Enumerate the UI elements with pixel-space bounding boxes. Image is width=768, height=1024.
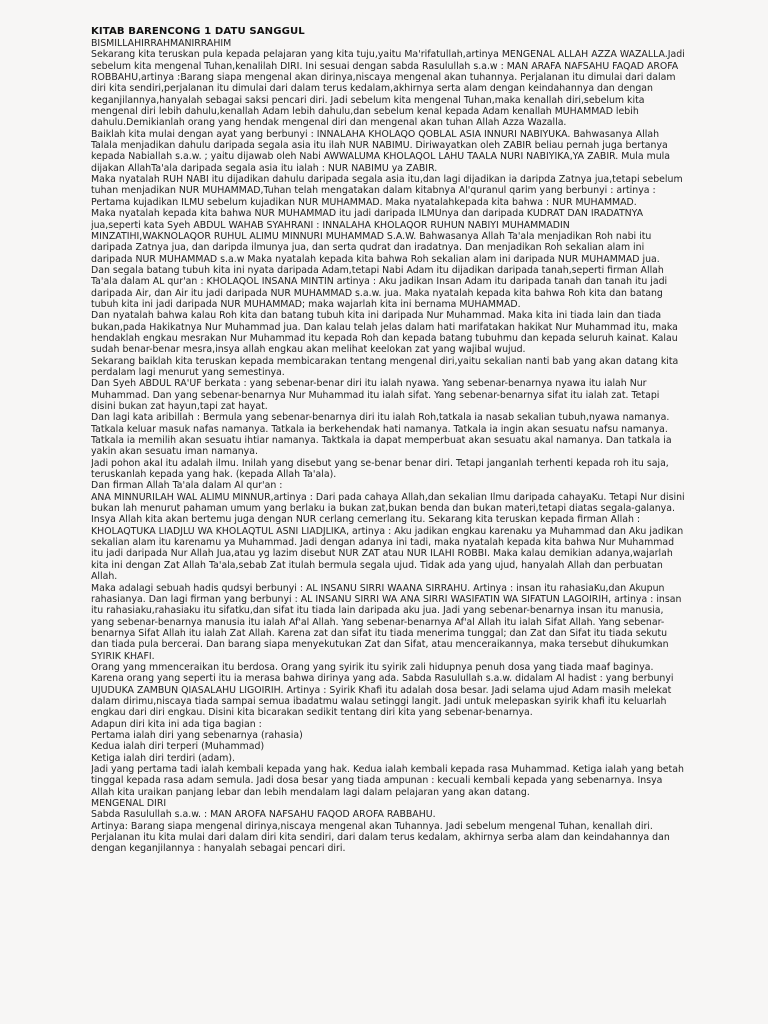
paragraph: Dan lagi kata aribillah : Bermula yang sebenar-benarnya diri itu ialah Roh,tatkala ia nasab sekalian tubuh,nyawa namanya. Tatkala keluar masuk nafas namanya. Tatkala ia berkehendak hati namanya. Tatkala ia ingin akan sesuatu nafsu namanya. Tatkala ia memilih akan sesuatu ihtiar namanya. Taktkala ia dapat memperbuat akan sesuatu akal namanya. Dan tatkala ia yakin akan sesuatu iman namanya. (91, 412, 672, 458)
document-body (91, 38, 685, 855)
paragraph: Maka adalagi sebuah hadis qudsyi berbunyi : AL INSANU SIRRI WAANA SIRRAHU. Artinya : insan itu rahasiaKu,dan Akupun rahasianya. Dan lagi firman yang berbunyi : AL INSANU SIRRI WA ANA SIRRI WASIFATIN WA SIFATUN LAGOIRIH, artinya : insan itu rahasiaku,rahasiaku itu sifatku,dan sifat itu tiada lain daripada aku jua. Jadi yang sebenar-benarnya insan itu manusia, yang sebenar-benarnya manusia itu ialah Af'al Allah. Yang sebenar-benarnya Af'al Allah itu ialah Sifat Allah. Yang sebenar-benarnya Sifat Allah itu ialah Zat Allah. Karena zat dan sifat itu tiada menerima tunggal; dan Zat dan Sifat itu tiada sekutu dan tiada pula bercerai. Dan barang siapa menyekutukan Zat dan Sifat, atau menceraikannya, maka tersebut dihukumkan SYIRIK KHAFI. (91, 582, 682, 662)
list-item: Kedua ialah diri terperi (Muhammad) (91, 741, 265, 753)
section-heading: MENGENAL DIRI (91, 798, 167, 810)
paragraph: Sekarang kita teruskan pula kepada pelajaran yang kita tuju,yaitu Ma'rifatullah,artinya MENGENAL ALLAH AZZA WAZALLA.Jadi sebelum kita mengenal Tuhan,kenalilah DIRI. Ini sesuai dengan sabda Rasulullah s.a.w : MAN ARAFA NAFSAHU FAQAD AROFA ROBBAHU,artinya :Barang siapa mengenal akan dirinya,niscaya mengenal akan tuhannya. Perjalanan itu dimulai dari dalam diri kita sendiri,perjalanan itu dimulai dari dalam terus kedalam,akhirnya serta alam dengan keindahannya dan dengan keganjilannya,hanyalah sebagai saksi pencari diri. Jadi sebelum kita mengenal Tuhan,maka kenallah diri,sebelum kita mengenal diri lebih dahulu,kenallah Adam lebih dahulu,dan sebelum kenal kepada Adam kenallah MUHAMMAD lebih dahulu.Demikianlah orang yang hendak mengenal diri dan mengenal akan tuhan Allah Azza Wazalla. (91, 49, 685, 129)
paragraph: Baiklah kita mulai dengan ayat yang berbunyi : INNALAHA KHOLAQO QOBLAL ASIA INNURI NABIYUKA. Bahwasanya Allah Talala menjadikan dahulu daripada segala asia itu ilah NUR NABIMU. Diriwayatkan oleh ZABIR beliau pernah juga bertanya kepada Nabiallah s.a.w. ; yaitu dijawab oleh Nabi AWWALUMA KHOLAQOL LAHU TAALA NURI NABIYIKA,YA ZABIR. Mula mula dijakan AllahTa'ala daripada segala asia itu ialah : NUR NABIMU ya ZABIR. (91, 128, 671, 174)
paragraph: Maka nyatalah kepada kita bahwa NUR MUHAMMAD itu jadi daripada ILMUnya dan daripada KUDRAT DAN IRADATNYA jua,seperti kata Syeh ABDUL WAHAB SYAHRANI : INNALAHA KHOLAQOR RUHUN NABIYI MUHAMMADIN MINZATIHI,WAKNOLAQOR RUHUL ALIMU MINNURI MUHAMMAD S.A.W. Bahwasanya Allah Ta'ala menjadikan Roh nabi itu daripada Zatnya jua, dan daripda ilmunya jua, dan serta qudrat dan iradatnya. Dan menjadikan Roh sekalian alam ini daripada NUR MUHAMMAD s.a.w Maka nyatalah kepada kita bahwa Roh sekalian alam ini daripada NUR MUHAMMAD jua. (91, 208, 660, 265)
paragraph: Sabda Rasulullah s.a.w. : MAN AROFA NAFSAHU FAQOD AROFA RABBAHU. (91, 809, 436, 821)
paragraph: ANA MINNURILAH WAL ALIMU MINNUR,artinya : Dari pada cahaya Allah,dan sekalian Ilmu daripada cahayaKu. Tetapi Nur disini bukan lah menurut pahaman umum yang berlaku ia bukan zat,bukan benda dan bukan materi,tetapi diatas segala-galanya. Insya Allah kita akan bertemu juga dengan NUR cerlang cemerlang itu. Sekarang kita teruskan kepada firman Allah : KHOLAQTUKA LIADJLU WA KHOLAQTUL ASNI LIADJLIKA, artinya : Aku jadikan engkau karenaku ya Muhammad dan Aku jadikan sekalian alam itu karenamu ya Muhammad. Jadi dengan adanya ini tadi, maka nyatalah kepada kita bahwa Nur Muhammad itu jadi daripada Nur Allah Jua,atau yg lazim disebut NUR ZAT atau NUR ILAHI ROBBI. Maka kalau demikian adanya,wajarlah kita ini dengan Zat Allah Ta'ala,sebab Zat itulah bermula segala ujud. Tidak ada yang ujud, hanyalah Allah dan perbuatan Allah. (91, 491, 685, 583)
paragraph: Maka nyatalah RUH NABI itu dijadikan dahulu daripada segala asia itu,dan lagi dijadikan ia daripda Zatnya jua,tetapi sebelum tuhan menjadikan NUR MUHAMMAD,Tuhan telah mengatakan dalam kitabnya Al'quranul qarim yang berbunyi : artinya : Pertama kujadikan ILMU sebelum kujadikan NUR MUHAMMAD. Maka nyatalahkepada kita bahwa : NUR MUHAMMAD. (91, 174, 683, 208)
document-page (91, 26, 685, 1016)
paragraph: Dan segala batang tubuh kita ini nyata daripada Adam,tetapi Nabi Adam itu dijadikan daripada tanah,seperti firman Allah Ta'ala dalam AL qur'an : KHOLAQOL INSANA MINTIN artinya : Aku jadikan Insan Adam itu daripada tanah dan tanah itu jadi daripada Air, dan Air itu jadi daripada NUR MUHAMMAD s.a.w. jua. Maka nyatalah kepada kita bahwa Roh kita dan batang tubuh kita ini jadi daripada NUR MUHAMMAD; maka wajarlah kita ini bernama MUHAMMAD. (91, 264, 668, 310)
paragraph: Adapun diri kita ini ada tiga bagian : (91, 718, 262, 730)
paragraph-basmalah: BISMILLAHIRRAHMANIRRAHIM (91, 38, 232, 49)
paragraph: Jadi pohon akal itu adalah ilmu. Inilah yang disebut yang se-benar benar diri. Tetapi janganlah terhenti kepada roh itu saja, teruskanlah kepada yang hak. (kepada Allah Ta'ala). (91, 457, 669, 481)
document-title: KITAB BARENCONG 1 DATU SANGGUL (91, 26, 305, 37)
paragraph: Dan Syeh ABDUL RA'UF berkata : yang sebenar-benar diri itu ialah nyawa. Yang sebenar-benarnya nyawa itu ialah Nur Muhammad. Dan yang sebenar-benarnya Nur Muhammad itu ialah sifat. Yang sebenar-benarnya sifat itu ialah zat. Tetapi disini bukan zat hayun,tapi zat hayat. (91, 378, 660, 412)
paragraph: Dan firman Allah Ta'ala dalam Al qur'an : (91, 480, 283, 492)
paragraph: Jadi yang pertama tadi ialah kembali kepada yang hak. Kedua ialah kembali kepada rasa Muhammad. Ketiga ialah yang betah tinggal kepada rasa adam semula. Jadi dosa besar yang tiada ampunan : kecuali kembali kepada yang sebenarnya. Insya Allah kita uraikan panjang lebar dan lebih mendalam lagi dalam pelajaran yang akan datang. (91, 764, 684, 798)
paragraph: Dan nyatalah bahwa kalau Roh kita dan batang tubuh kita ini daripada Nur Muhammad. Maka kita ini tiada lain dan tiada bukan,pada Hakikatnya Nur Muhammad jua. Dan kalau telah jelas dalam hati marifatakan hakikat Nur Muhammad itu, maka hendaklah engkau mesrakan Nur Muhammad itu kepada Roh dan kepada batang tubuhmu dan kepada seluruh kainat. Kalau sudah benar-benar mesra,insya allah engkau akan melihat keelokan zat yang wajibal wujud. (91, 310, 678, 356)
paragraph: Orang yang mmenceraikan itu berdosa. Orang yang syirik itu syirik zali hidupnya penuh dosa yang tiada maaf baginya. Karena orang yang seperti itu ia merasa bahwa dirinya yang ada. Sabda Rasulullah s.a.w. didalam Al hadist : yang berbunyi UJUDUKA ZAMBUN QIASALAHU LIGOIRIH. Artinya : Syirik Khafi itu adalah dosa besar. Jadi selama ujud Adam masih melekat dalam dirimu,niscaya tiada sampai semua ibadatmu walau setinggi langit. Jadi untuk melepaskan syirik khafi itu keluarlah engkau dari diri engkau. Disini kita bicarakan sedikit tentang diri kita yang sebenar-benarnya. (91, 661, 674, 719)
paragraph: Artinya: Barang siapa mengenal dirinya,niscaya mengenal akan Tuhannya. Jadi sebelum mengenal Tuhan, kenallah diri. Perjalanan itu kita mulai dari dalam diri kita sendiri, dari dalam terus kedalam, akhirnya serba alam dan keindahannya dan dengan keganjilannya : hanyalah sebagai pencari diri. (91, 820, 670, 855)
list-item: Pertama ialah diri yang sebenarnya (rahasia) (91, 729, 303, 741)
paragraph: Sekarang baiklah kita teruskan kepada membicarakan tentang mengenal diri,yaitu sekalian nanti bab yang akan datang kita perdalam lagi menurut yang semestinya. (91, 355, 679, 378)
list-item: Ketiga ialah diri terdiri (adam). (91, 752, 236, 764)
